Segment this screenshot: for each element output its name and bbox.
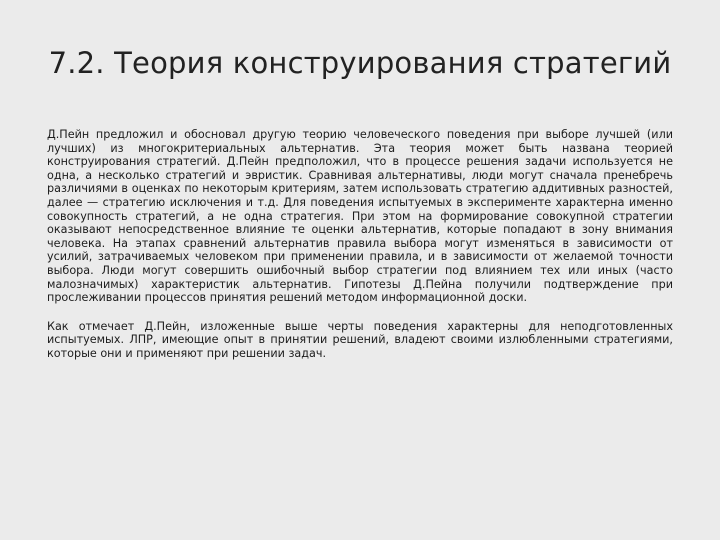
slide-title: 7.2. Теория конструирования стратегий [48, 46, 672, 80]
body-paragraph-2: Как отмечает Д.Пейн, изложенные выше черты поведения характерны для неподготовленных испытуемых. ЛПР, имеющие опыт в принятии решений, владеют своими излюбленными стратегиями, которые они и применяют при решении задач. [47, 319, 673, 360]
slide-body [47, 128, 673, 376]
body-paragraph-1: Д.Пейн предложил и обосновал другую теорию человеческого поведения при выборе лучшей (или лучших) из многокритериальных альтернатив. Эта теория может быть названа теорией конструирования стратегий. Д.Пейн предположил, что в процессе решения задачи используется не одна, а несколько стратегий и эвристик. Сравнивая альтернативы, люди могут сначала пренебречь различиями в оценках по некоторым критериям, затем использовать стратегию аддитивных разностей, далее — стратегию исключения и т.д. Для поведения испытуемых в эксперименте характерна именно совокупность стратегий, а не одна стратегия. При этом на формирование совокупной стратегии оказывают непосредственное влияние те оценки альтернатив, которые попадают в зону внимания человека. На этапах сравнений альтернатив правила выбора могут изменяться в зависимости от усилий, затрачиваемых человеком при применении правила, и в зависимости от желаемой точности выбора. Люди могут совершить ошибочный выбор стратегии под влиянием тех или иных (часто малозначимых) характеристик альтернатив. Гипотезы Д.Пейна получили подтверждение при прослеживании процессов принятия решений методом информационной доски. [47, 128, 673, 305]
